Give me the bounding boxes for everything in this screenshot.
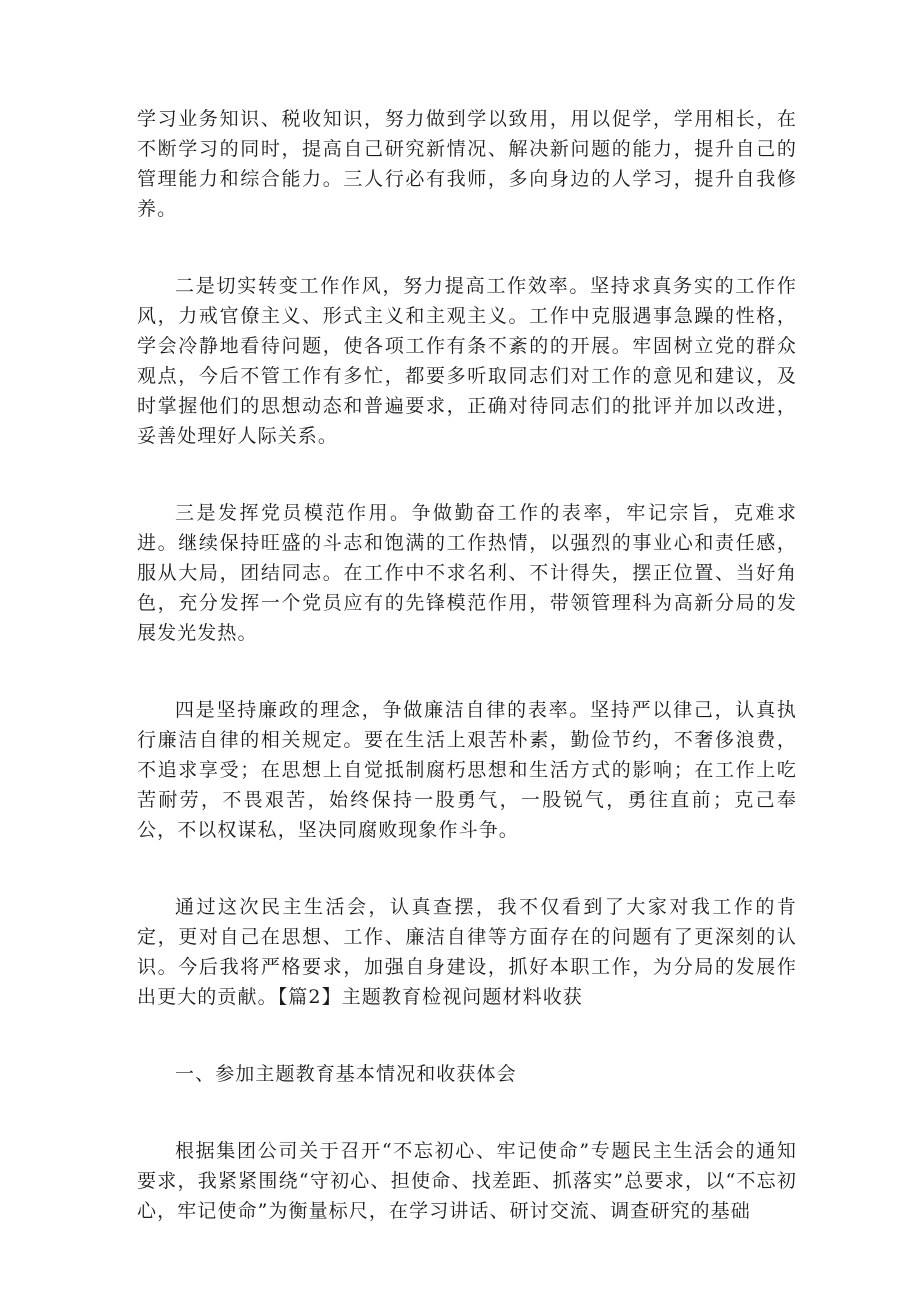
- paragraph-study: 学习业务知识、税收知识，努力做到学以致用，用以促学，学用相长，在不断学习的同时，提高自己研究新情况、解决新问题的能力，提升自己的管理能力和综合能力。三人行必有我师，多向身边的人学习，提升自我修养。: [137, 108, 797, 220]
- paragraph-background: 根据集团公司关于召开“不忘初心、牢记使命”专题民主生活会的通知要求，我紧紧围绕“守初心、担使命、找差距、抓落实”总要求，以“不忘初心，牢记使命”为衡量标尺，在学习讲话、研讨交流、调查研究的基础: [137, 1140, 797, 1222]
- section-heading: 一、参加主题教育基本情况和收获体会: [175, 1063, 517, 1085]
- paragraph-party-member-role: 三是发挥党员模范作用。争做勤奋工作的表率，牢记宗旨，克难求进。继续保持旺盛的斗志和饱满的工作热情，以强烈的事业心和责任感，服从大局，团结同志。在工作中不求名利、不计得失，摆正位置、当好角色，充分发挥一个党员应有的先锋模范作用，带领管理科为高新分局的发展发光发热。: [137, 502, 797, 644]
- document-page: [137, 104, 797, 1226]
- paragraph-conclusion: 通过这次民主生活会，认真查摆，我不仅看到了大家对我工作的肯定，更对自己在思想、工作、廉洁自律等方面存在的问题有了更深刻的认识。今后我将严格要求，加强自身建设，抓好本职工作，为分局的发展作出更大的贡献。【篇2】主题教育检视问题材料收获: [137, 896, 797, 1008]
- paragraph-integrity: 四是坚持廉政的理念，争做廉洁自律的表率。坚持严以律己，认真执行廉洁自律的相关规定。要在生活上艰苦朴素，勤俭节约，不奢侈浪费，不追求享受；在思想上自觉抵制腐朽思想和生活方式的影响；在工作上吃苦耐劳，不畏艰苦，始终保持一股勇气，一股锐气，勇往直前；克己奉公，不以权谋私，坚决同腐败现象作斗争。: [137, 699, 797, 841]
- paragraph-work-style: 二是切实转变工作作风，努力提高工作效率。坚持求真务实的工作作风，力戒官僚主义、形式主义和主观主义。工作中克服遇事急躁的性格，学会冷静地看待问题，使各项工作有条不紊的的开展。牢固树立党的群众观点，今后不管工作有多忙，都要多听取同志们对工作的意见和建议，及时掌握他们的思想动态和普遍要求，正确对待同志们的批评并加以改进，妥善处理好人际关系。: [137, 275, 797, 447]
